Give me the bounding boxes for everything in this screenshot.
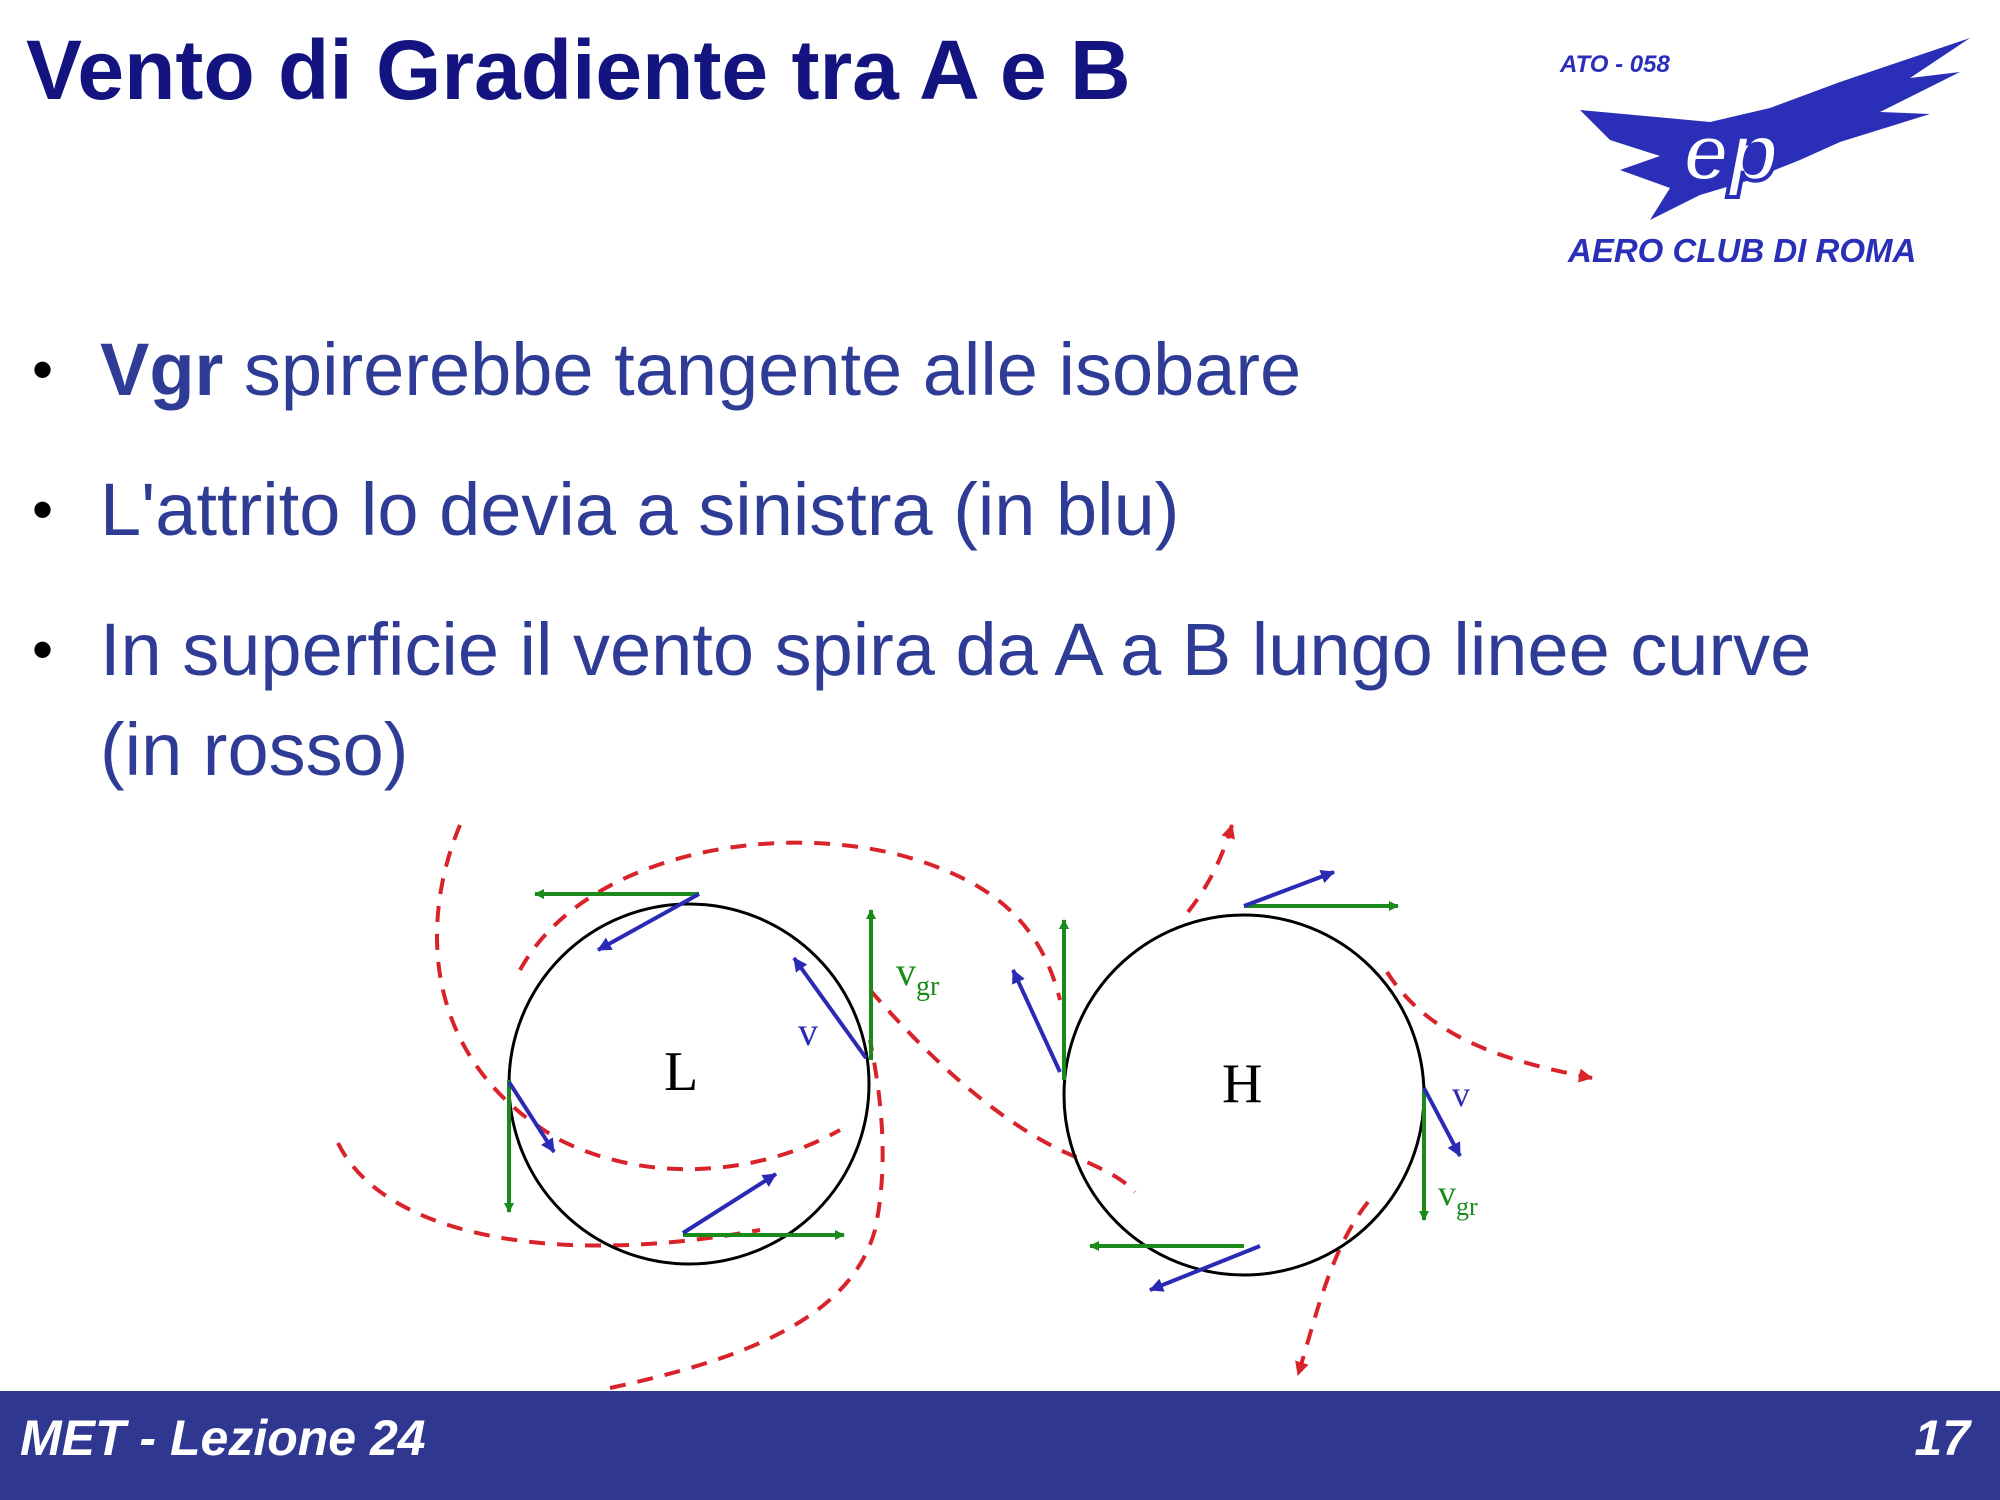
blue-arrow-l-bottom <box>683 1174 776 1233</box>
high-label: H <box>1222 1053 1263 1115</box>
low-label: L <box>664 1041 699 1103</box>
logo-code: ATO - 058 <box>1560 51 1670 78</box>
red-flow-h-top <box>1188 825 1232 912</box>
bullet-item <box>30 600 1860 800</box>
red-flow-lower-left <box>338 1143 760 1246</box>
blue-arrow-h-left <box>1013 970 1060 1072</box>
bullet-item <box>30 460 1930 560</box>
logo-monogram: ep <box>1683 107 1779 198</box>
bullet-list <box>30 320 1930 840</box>
wind-diagram <box>0 800 2000 1400</box>
v-label-high: v <box>1452 1074 1470 1114</box>
friction-wind-arrows <box>509 872 1460 1290</box>
red-flow-top-arc <box>520 843 1060 1000</box>
slide-title: Vento di Gradiente tra A e B <box>26 23 1131 117</box>
blue-arrow-h-top <box>1244 872 1334 906</box>
bullet-dot: • <box>32 616 54 683</box>
blue-arrow-l-left <box>509 1082 554 1152</box>
red-flow-outer-left <box>437 825 840 1169</box>
blue-arrow-h-bottom <box>1150 1246 1260 1290</box>
v-label-low: v <box>798 1009 818 1054</box>
red-flow-h-bottom <box>1298 1202 1368 1375</box>
bullet-text: spirerebbe tangente alle isobare <box>223 328 1302 411</box>
red-flow-bottom <box>610 1040 883 1388</box>
vgr-label-high: $v_{gr}$ <box>1438 1173 1478 1221</box>
bullet-bold: Vgr <box>100 328 224 411</box>
bullet-text: In superficie il vento spira da A a B lungo linee curve (in rosso) <box>100 608 1812 791</box>
bullet-dot: • <box>32 476 54 543</box>
footer-course: MET - Lezione 24 <box>20 1410 426 1466</box>
gradient-wind-arrows <box>509 894 1424 1246</box>
slide-footer <box>0 1391 2000 1500</box>
bullet-dot: • <box>32 336 54 403</box>
red-flow-middle <box>870 990 1135 1192</box>
vgr-label-low: $v_{gr}$ <box>896 949 940 1002</box>
footer-page-number: 17 <box>1914 1410 1970 1466</box>
bullet-item <box>30 320 1930 420</box>
aero-club-logo <box>1540 30 1980 280</box>
logo-name: AERO CLUB DI ROMA <box>1568 232 1917 269</box>
red-flow-h-right <box>1387 972 1592 1078</box>
bullet-text: L'attrito lo devia a sinistra (in blu) <box>100 468 1180 551</box>
